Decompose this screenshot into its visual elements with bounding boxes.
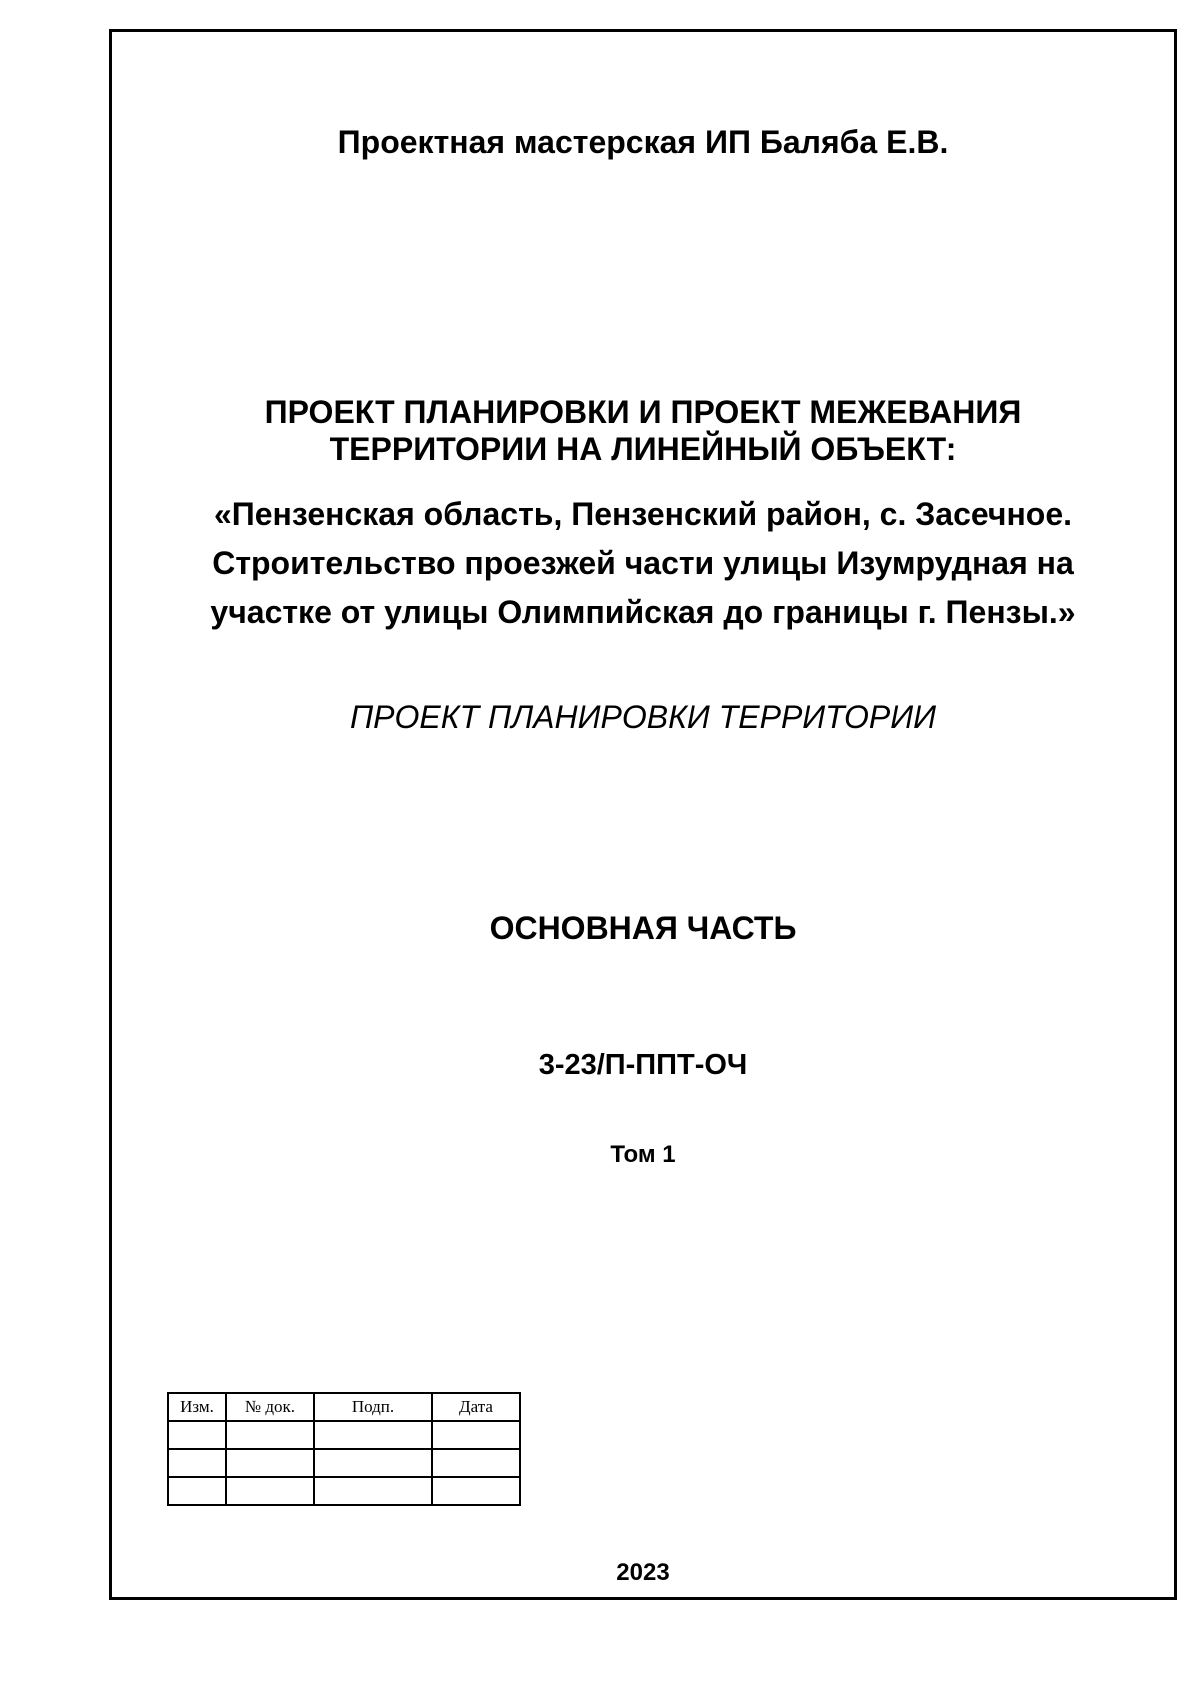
stamp-cell (226, 1477, 314, 1505)
stamp-header-row (168, 1393, 520, 1421)
revision-stamp-table (167, 1392, 521, 1506)
document-title-line-1: ПРОЕКТ ПЛАНИРОВКИ И ПРОЕКТ МЕЖЕВАНИЯ (264, 394, 1022, 430)
stamp-header-change: Изм. (168, 1393, 226, 1421)
company-name: Проектная мастерская ИП Баляба Е.В. (337, 124, 949, 160)
volume-number: Том 1 (610, 1141, 676, 1168)
stamp-cell (314, 1421, 432, 1449)
document-year: 2023 (616, 1559, 670, 1586)
stamp-cell (168, 1421, 226, 1449)
stamp-row (168, 1449, 520, 1477)
stamp-cell (226, 1449, 314, 1477)
object-description-line-3: участке от улицы Олимпийская до границы г. Пензы.» (210, 594, 1076, 630)
page-frame (109, 29, 1177, 1600)
stamp-cell (432, 1449, 520, 1477)
document-title (112, 394, 1174, 468)
stamp-cell (226, 1421, 314, 1449)
document-code: 3-23/П-ППТ-ОЧ (538, 1049, 748, 1081)
document-subtitle: ПРОЕКТ ПЛАНИРОВКИ ТЕРРИТОРИИ (349, 699, 937, 735)
stamp-cell (314, 1477, 432, 1505)
stamp-cell (168, 1477, 226, 1505)
stamp-row (168, 1477, 520, 1505)
stamp-cell (432, 1477, 520, 1505)
object-description (112, 490, 1174, 637)
stamp-cell (314, 1449, 432, 1477)
object-description-line-2: Строительство проезжей части улицы Изумрудная на (212, 545, 1074, 581)
stamp-header-doc-number: № док. (226, 1393, 314, 1421)
document-title-line-2: ТЕРРИТОРИИ НА ЛИНЕЙНЫЙ ОБЪЕКТ: (329, 431, 957, 467)
stamp-header-date: Дата (432, 1393, 520, 1421)
object-description-line-1: «Пензенская область, Пензенский район, с. Засечное. (213, 496, 1073, 532)
stamp-cell (432, 1421, 520, 1449)
document-part: ОСНОВНАЯ ЧАСТЬ (489, 910, 797, 946)
stamp-row (168, 1421, 520, 1449)
stamp-header-signature: Подп. (314, 1393, 432, 1421)
stamp-cell (168, 1449, 226, 1477)
